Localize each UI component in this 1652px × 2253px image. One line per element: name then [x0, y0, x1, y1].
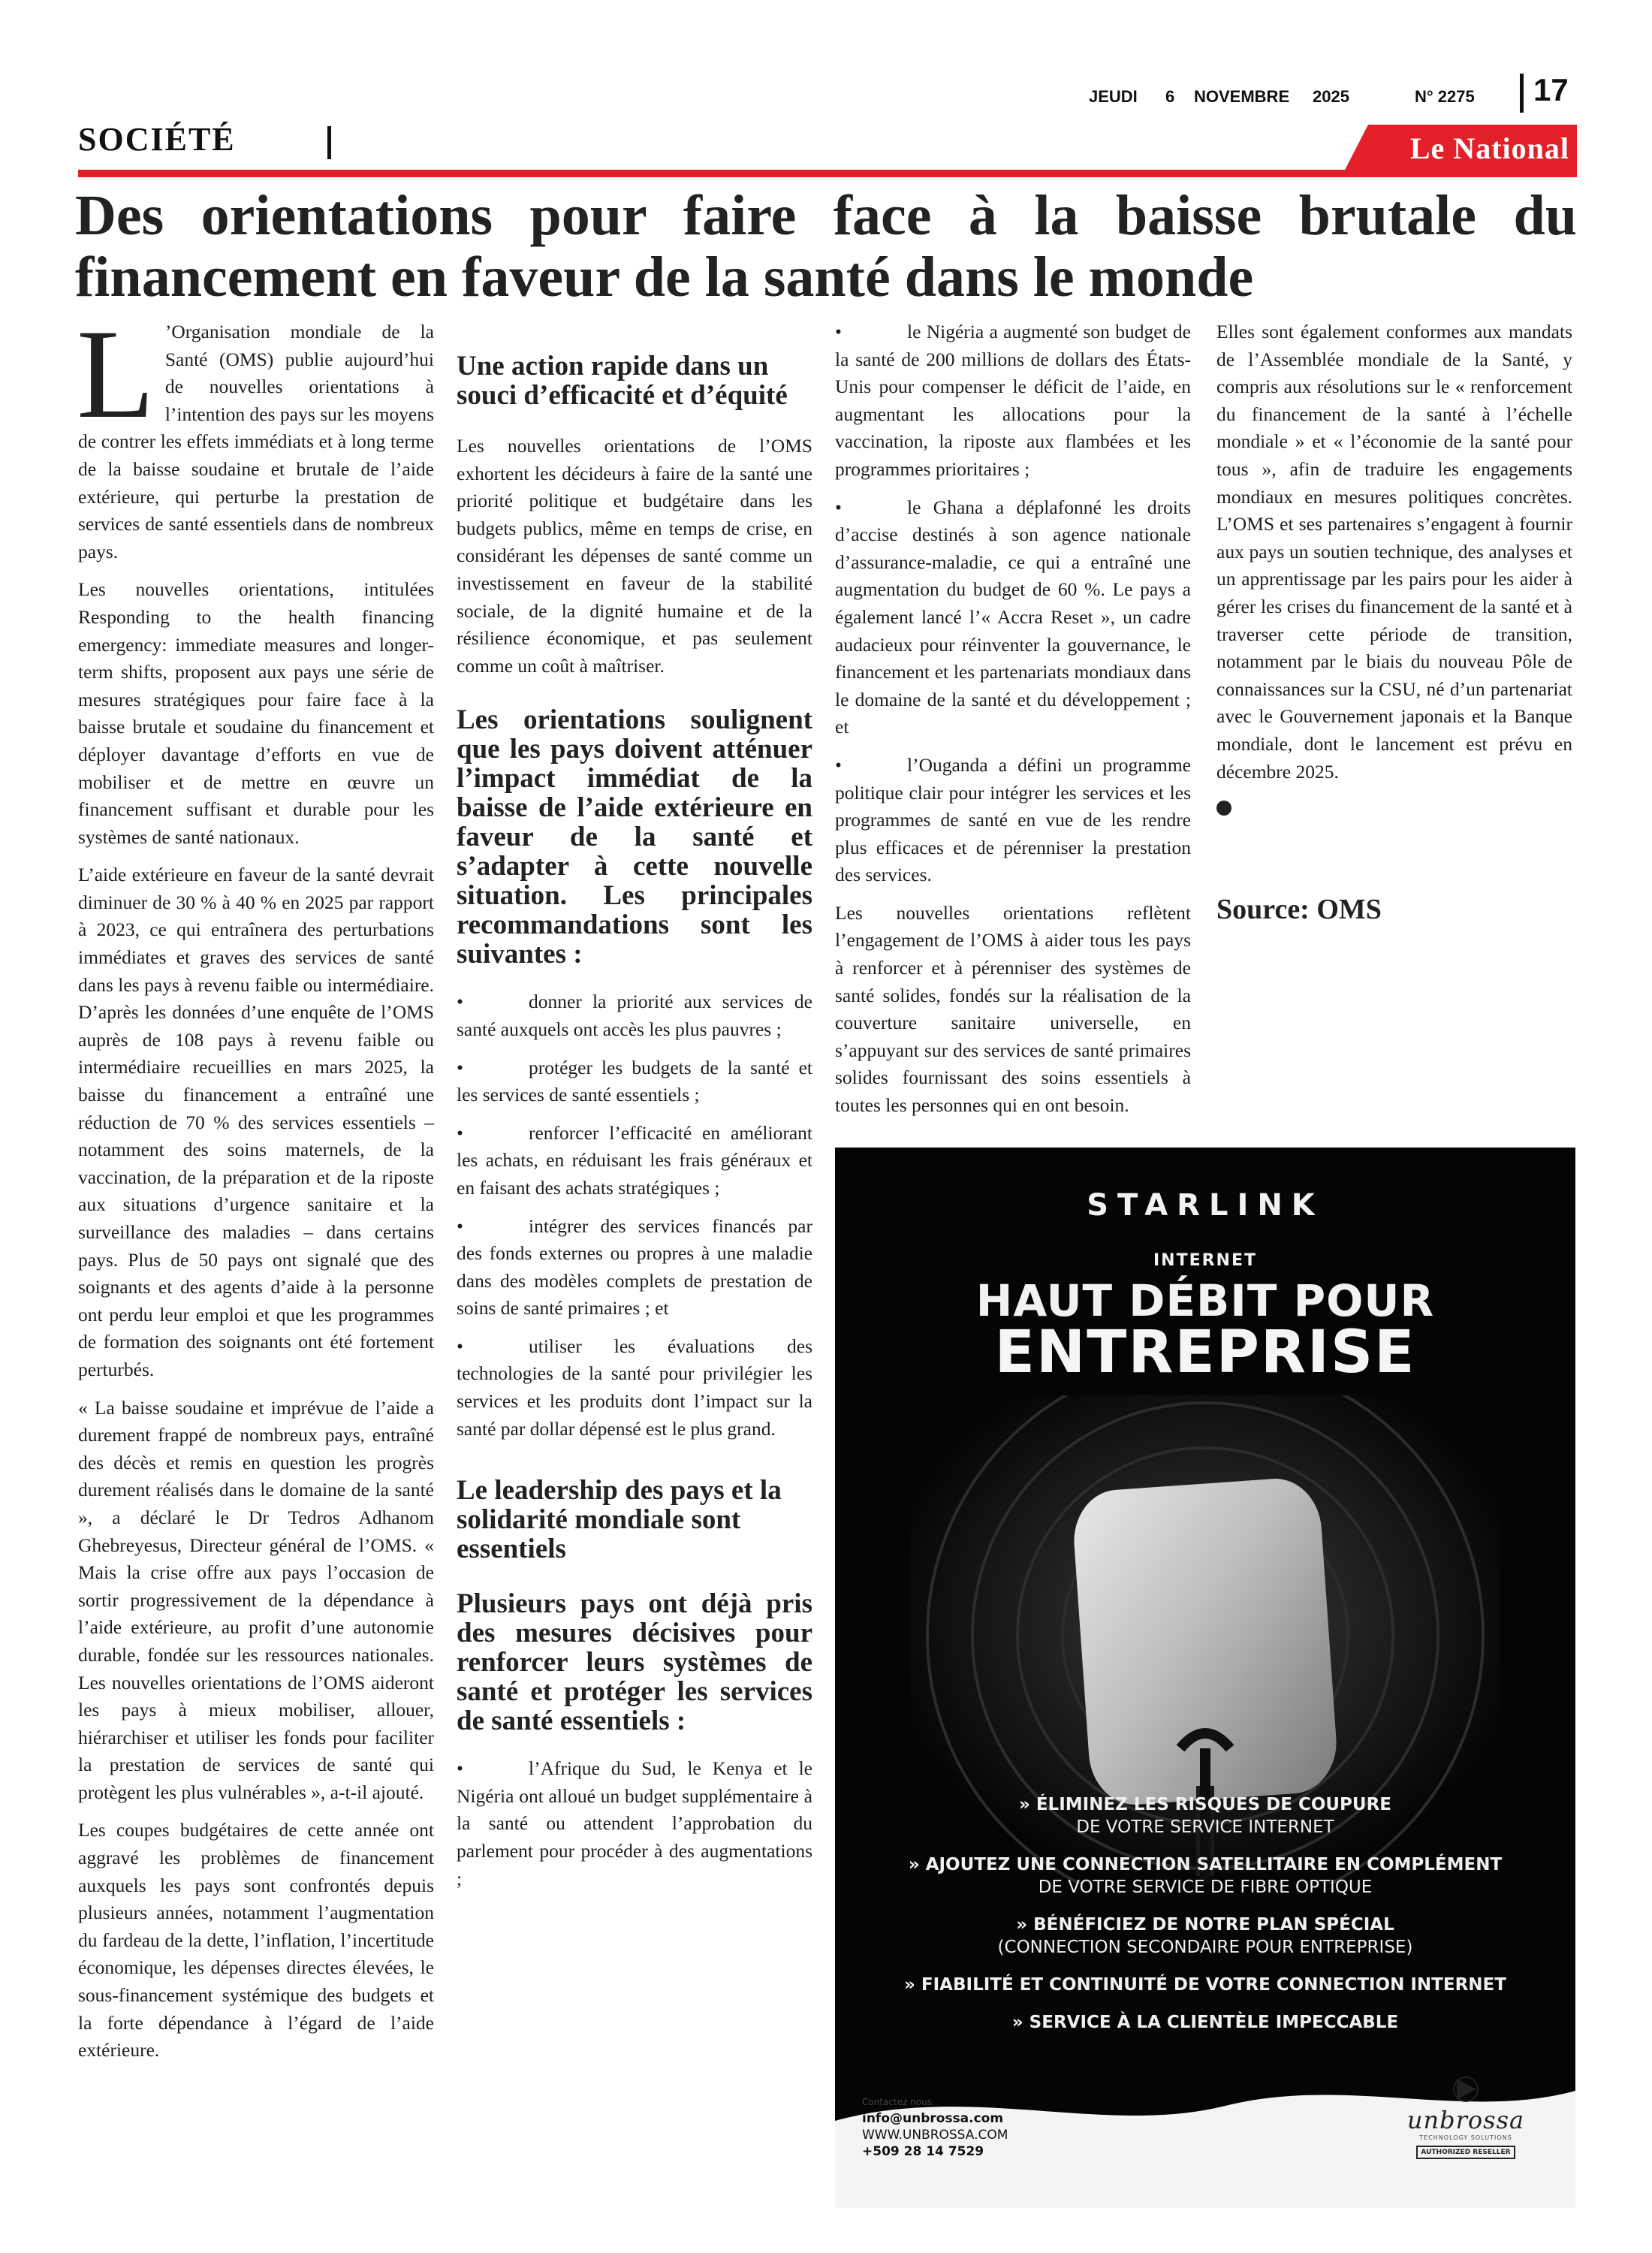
play-logo-icon [1451, 2076, 1481, 2103]
bullet-icon: • [835, 496, 842, 518]
ad-headline-1: HAUT DÉBIT POUR [975, 1275, 1435, 1326]
ad-benefit-line: » SERVICE À LA CLIENTÈLE IMPECCABLE [1011, 2013, 1399, 2032]
ad-headline-2: ENTREPRISE [994, 1319, 1416, 1386]
paragraph: Les nouvelles orientations, intitulées Responding to the health financing emergency: immediate measures and longer-term shifts, proposent aux pays une série de mesures stratégiques pour faire face à la baisse brutale et soudaine du financement et déployer davantage d’efforts en vue de mobiliser et de mettre en œuvre un financement suffisant et durable pour les systèmes de santé nationaux. [78, 578, 434, 848]
bullet-text: donner la priorité aux services de santé auxquels ont accès les plus pauvres ; [457, 991, 812, 1040]
bullet-text: le Nigéria a augmenté son budget de la santé de 200 millions de dollars des États-Unis pour compenser le déficit de l’aide, en augmentant les allocations pour la vaccination, la riposte aux flambées et les programmes prioritaires ; [835, 321, 1191, 480]
lead-text: ’Organisation mondiale de la Santé (OMS) publie aujourd’hui de nouvelles orientations à l’intention des pays sur les moyens de contrer les effets immédiats et à long terme de la baisse soudaine et brutale de l’aide extérieure, qui perturbe la prestation de services de santé essentiels dans de nombreux pays. [78, 321, 434, 562]
article-column-3 [835, 318, 1191, 1148]
paragraph: Elles sont également conformes aux mandats de l’Assemblée mondiale de la Santé, y compris aux résolutions sur le « renforcement du financement de la santé à l’échelle mondiale » et « l’économie de la santé pour tous », afin de traduire les engagements mondiaux en mesures politiques concrètes. L’OMS et ses partenaires s’engagent à fournir aux pays un soutien technique, des analyses et un apprentissage par les pairs pour les aider à gérer les crises du financement de la santé et à traverser cette période de transition, notamment par le biais du nouveau Pôle de connaissances sur la CSU, né d’un partenariat avec le Gouvernement japonais et la Banque mondiale, dont le lancement est prévu en décembre 2025. [1216, 321, 1572, 783]
ad-benefit-line: » AJOUTEZ UNE CONNECTION SATELLITAIRE EN COMPLÉMENT [908, 1855, 1503, 1874]
ad-benefit-line: DE VOTRE SERVICE INTERNET [1076, 1817, 1334, 1837]
section-divider [327, 126, 331, 159]
drop-cap: L [77, 303, 155, 445]
bullet-text: le Ghana a déplafonné les droits d’accise destinés à son agence nationale d’assurance-maladie, ce qui a entraîné une augmentation du budget de 60 %. Le pays a également lancé l’« Accra Reset », un cadre audacieux pour réinventer la gouvernance, le financement et les partenariats mondiaux dans le domaine de la santé et du développement ; et [835, 496, 1191, 738]
article-title [75, 185, 1577, 308]
contact-label: Contactez nous: [862, 2097, 936, 2107]
bullet-icon: • [457, 1757, 463, 1780]
newspaper-brand: Le National [1409, 131, 1569, 165]
bullet-text: l’Afrique du Sud, le Kenya et le Nigéria ont alloué un budget supplémentaire à la santé ou attendent l’approbation du parlement pour procéder à des augmentations ; [457, 1757, 812, 1890]
ad-brand: STARLINK [1087, 1188, 1324, 1223]
issue-number: N° 2275 [1415, 87, 1475, 106]
bullet-item [457, 1755, 812, 1893]
bullet-item [835, 318, 1191, 484]
bullet-item [835, 752, 1191, 889]
bullet-text: renforcer l’efficacité en améliorant les achats, en réduisant les frais généraux et en faisant des achats stratégiques ; [457, 1121, 812, 1199]
paragraph: Les nouvelles orientations reflètent l’engagement de l’OMS à aider tous les pays à renforcer et à pérenniser des systèmes de santé solides, fondés sur la réalisation de la couverture sanitaire universelle, en s’appuyant sur des services de santé primaires solides fournissant des soins essentiels à toutes les personnes qui en ont besoin. [835, 901, 1191, 1117]
bullet-item [457, 1120, 812, 1202]
section-label: SOCIÉTÉ [78, 121, 236, 158]
ad-benefits [865, 1793, 1545, 2034]
quote-paragraph: « La baisse soudaine et imprévue de l’aide a durement frappé de nombreux pays, entraîné des décès et remis en question les progrès durement réalisés dans le domaine de la santé », a déclaré le Dr Tedros Adhanom Ghebreyesus, Directeur général de l’OMS. « Mais la crise offre aux pays l’occasion de sortir progressivement de la dépendance à l’aide extérieure, au profit d’une autonomie durable, fondée sur les ressources nationales. Les nouvelles orientations de l’OMS aideront les pays à mieux mobiliser, allouer, hiérarchiser et utiliser les fonds pour faciliter la prestation de services de santé qui protègent les plus vulnérables », a-t-il ajouté. [78, 1396, 434, 1803]
article-column-2 [457, 318, 812, 1903]
bullet-text: intégrer des services financés par des fonds externes ou propres à une maladie dans des modèles complets de prestation de soins de santé primaires ; et [457, 1214, 812, 1320]
article-column-4 [1216, 318, 1572, 923]
article-column-1 [77, 303, 434, 2075]
page-number: 17 [1533, 72, 1569, 107]
ad-benefit-line: » ÉLIMINEZ LES RISQUES DE COUPURE [1018, 1795, 1392, 1814]
paragraph: L’aide extérieure en faveur de la santé devrait diminuer de 30 % à 40 % en 2025 par rapport à 2023, ce qui entraînera des perturbations immédiates et graves des services de santé dans les pays à revenu faible ou intermédiaire. D’après les données d’une enquête de l’OMS auprès de 108 pays à revenu faible ou intermédiaire recueillies en mars 2025, la baisse du financement a entraîné une réduction de 70 % des services essentiels – notamment des soins maternels, de la vaccination, de la préparation et de la riposte aux situations d’urgence sanitaire et la surveillance des maladies – dans certains pays. Plus de 50 pays ont signalé que des soignants et des agents d’aide à la personne ont perdu leur emploi et que les programmes de formation des soignants ont été fortement perturbés. [78, 864, 434, 1380]
contact-email: info@unbrossa.com [862, 2111, 1004, 2126]
unbrossa-logo [1391, 2076, 1541, 2188]
bullet-item [457, 1213, 812, 1323]
logo-tagline: TECHNOLOGY SOLUTIONS [1419, 2134, 1512, 2141]
bullet-icon: • [835, 321, 842, 342]
bullet-text: protéger les budgets de la santé et les services de santé essentiels ; [457, 1056, 812, 1106]
subheading: Le leadership des pays et la solidarité mondiale sont essentiels [457, 1475, 782, 1565]
article-title-line1: Des orientations pour faire face à la baisse brutale du [75, 184, 1577, 247]
ad-contact-block [862, 2094, 1008, 2160]
masthead-dateline [1051, 80, 1578, 110]
starlink-advertisement [835, 1148, 1575, 2208]
subheading-countries: Plusieurs pays ont déjà pris des mesures décisives pour renforcer leurs systèmes de santé et protéger les services de santé essentiels : [457, 1588, 812, 1737]
ad-benefit-line: (CONNECTION SECONDAIRE POUR ENTREPRISE) [997, 1938, 1413, 1957]
article-source: Source: OMS [1216, 893, 1382, 925]
bullet-icon: • [835, 753, 842, 776]
end-mark-icon [1216, 801, 1231, 816]
bullet-icon: • [457, 1056, 463, 1078]
bullet-icon: • [457, 1121, 463, 1144]
bullet-item [835, 494, 1191, 741]
bullet-icon: • [457, 1214, 463, 1237]
logo-name: unbrossa [1406, 2106, 1525, 2134]
paragraph: Les nouvelles orientations de l’OMS exhortent les décideurs à faire de la santé une priorité politique et budgétaire dans les budgets publics, même en temps de crise, en considérant les dépenses de santé comme un investissement en faveur de la stabilité sociale, de la dignité humaine et de la résilience économique, et pas seulement comme un coût à maîtriser. [457, 435, 812, 677]
article-title-line2: financement en faveur de la santé dans le monde [75, 246, 1254, 309]
header-divider [1520, 74, 1524, 113]
subheading-recommendations: Les orientations soulignent que les pays doivent atténuer l’impact immédiat de la baisse de l’aide extérieure en faveur de la santé et s’adapter à cette nouvelle situation. Les principales recommandations sont les suivantes : [457, 704, 812, 970]
reseller-badge: AUTHORIZED RESELLER [1416, 2146, 1515, 2159]
bullet-icon: • [457, 1335, 463, 1357]
subheading: Une action rapide dans un souci d’efficacité et d’équité [457, 351, 788, 411]
paragraph: Les coupes budgétaires de cette année ont aggravé les problèmes de financement auxquels les pays sont confrontés depuis plusieurs années, notamment l’augmentation du fardeau de la dette, l’inflation, l’incertitude économique, les dépenses directes élevées, le sous-financement systémique des budgets et la forte dépendance à l’égard de l’aide extérieure. [78, 1819, 434, 2061]
contact-phone: +509 28 14 7529 [862, 2144, 984, 2159]
bullet-item [457, 988, 812, 1043]
bullet-icon: • [457, 991, 463, 1013]
ad-benefit-line: » FIABILITÉ ET CONTINUITÉ DE VOTRE CONNECTION INTERNET [904, 1975, 1506, 1995]
dateline-day: JEUDI [1089, 87, 1138, 106]
lead-paragraph [77, 303, 434, 566]
dateline-month: NOVEMBRE [1194, 87, 1290, 106]
dateline-date-number: 6 [1165, 87, 1175, 106]
bullet-item [457, 1054, 812, 1109]
bullet-text: utiliser les évaluations des technologies de la santé pour privilégier les services et les produits dont l’impact sur la santé par dollar dépensé est le plus grand. [457, 1335, 812, 1440]
contact-website: WWW.UNBROSSA.COM [862, 2128, 1008, 2143]
ad-benefit-line: » BÉNÉFICIEZ DE NOTRE PLAN SPÉCIAL [1016, 1915, 1394, 1935]
bullet-item [457, 1333, 812, 1443]
ad-kicker: INTERNET [1153, 1251, 1258, 1270]
bullet-text: l’Ouganda a défini un programme politique clair pour intégrer les services et les programmes de santé en vue de les rendre plus efficaces et de pérenniser la prestation des services. [835, 753, 1191, 886]
dateline-year: 2025 [1313, 87, 1349, 106]
ad-benefit-line: DE VOTRE SERVICE DE FIBRE OPTIQUE [1038, 1878, 1373, 1897]
